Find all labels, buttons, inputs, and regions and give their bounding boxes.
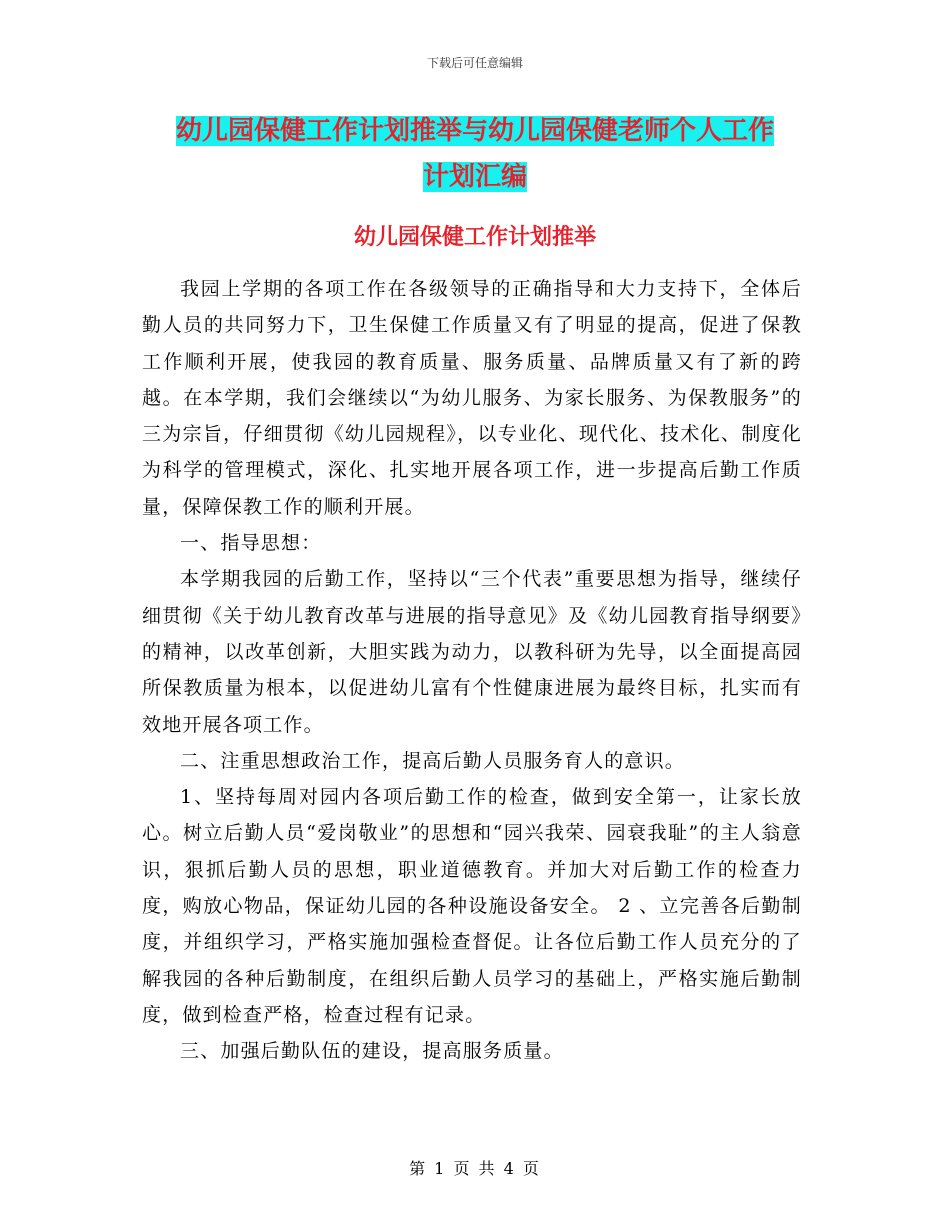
heading-team-building: 三、加强后勤队伍的建设，提高服务质量。 <box>180 1040 564 1063</box>
header-note: 下载后可任意编辑 <box>426 56 523 70</box>
document-title <box>140 108 810 200</box>
document-title-line-1: 幼儿园保健工作计划推举与幼儿园保健老师个人工作 <box>175 116 774 146</box>
heading-political-work: 二、注重思想政治工作，提高后勤人员服务育人的意识。 <box>180 749 686 772</box>
heading-guiding-thought: 一、指导思想： <box>180 532 322 555</box>
document-title-line-2: 计划汇编 <box>422 162 527 192</box>
paragraph-intro: 我园上学期的各项工作在各级领导的正确指导和大力支持下，全体后勤人员的共同努力下，卫生保健工作质量又有了明显的提高，促进了保教工作顺利开展，使我园的教育质量、服务质量、品牌质量又有了新的跨越。在本学期，我们会继续以“为幼儿服务、为家长服务、为保教服务”的三为宗旨，仔细贯彻《幼儿园规程》，以专业化、现代化、技术化、制度化为科学的管理模式，深化、扎实地开展各项工作，进一步提高后勤工作质量，保障保教工作的顺利开展。 <box>142 278 802 518</box>
page-number-footer: 第 1 页 共 4 页 <box>409 1159 541 1178</box>
section-title: 幼儿园保健工作计划推举 <box>353 225 596 250</box>
paragraph-guiding-thought: 本学期我园的后勤工作，坚持以“三个代表”重要思想为指导，继续仔细贯彻《关于幼儿教育改革与进展的指导意见》及《幼儿园教育指导纲要》的精神，以改革创新，大胆实践为动力，以教科研为先导，以全面提高园所保教质量为根本，以促进幼儿富有个性健康进展为最终目标，扎实而有效地开展各项工作。 <box>142 568 802 736</box>
paragraph-inspection: 1、坚持每周对园内各项后勤工作的检查，做到安全第一，让家长放心。树立后勤人员“爱岗敬业”的思想和“园兴我荣、园衰我耻”的主人翁意识，狠抓后勤人员的思想，职业道德教育。并加大对后勤工作的检查力度，购放心物品，保证幼儿园的各种设施设备安全。 2 、立完善各后勤制度，并组织学习，严格实施加强检查督促。让各位后勤工作人员充分的了解我园的各种后勤制度，在组织后勤人员学习的基础上，严格实施后勤制度，做到检查严格，检查过程有记录。 <box>142 786 802 1026</box>
document-body <box>142 271 802 1070</box>
